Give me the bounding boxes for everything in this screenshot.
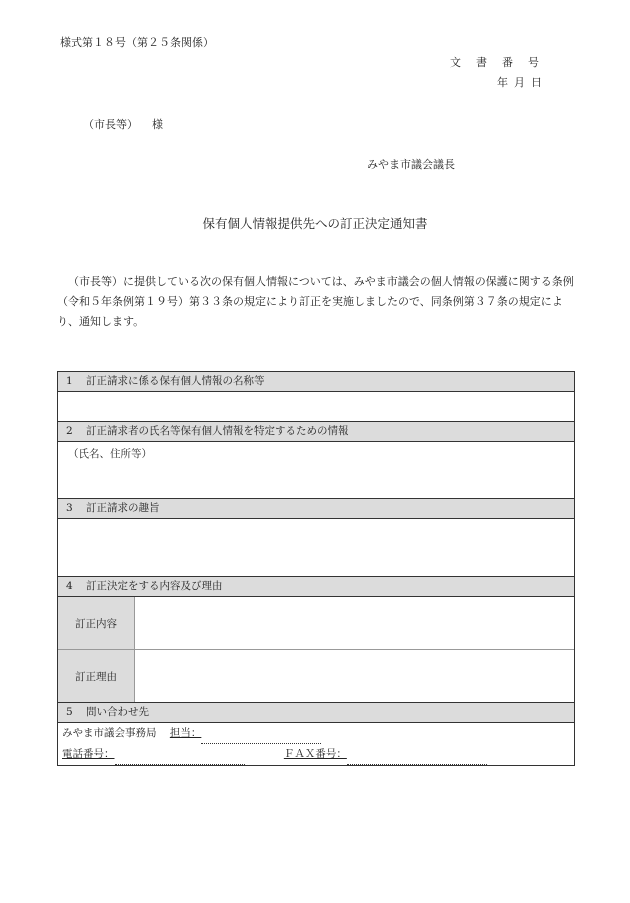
body-text: （市長等）に提供している次の保有個人情報については、みやま市議会の個人情報の保護に関する条例（令和５年条例第１９号）第３３条の規定により訂正を実施しましたので、同条例第３７条の規定により、通知します。 — [57, 275, 574, 328]
section-1-field[interactable] — [58, 392, 574, 422]
honorific: 様 — [152, 118, 163, 131]
section-4-body — [58, 597, 574, 703]
notice-form-table — [57, 371, 575, 766]
addressee-line — [83, 116, 163, 132]
correction-content-label: 訂正内容 — [58, 597, 135, 649]
section-5-body — [58, 723, 574, 765]
contact-office: みやま市議会事務局 — [62, 727, 157, 739]
form-number: 様式第１８号（第２５条関係） — [60, 36, 214, 49]
section-1-header: 1 訂正請求に係る保有個人情報の名称等 — [58, 372, 574, 392]
document-title: 保有個人情報提供先への訂正決定通知書 — [202, 216, 428, 231]
contact-person-field[interactable] — [201, 729, 321, 744]
date-label: 年月日 — [497, 76, 548, 89]
fax-label: ＦＡＸ番号： — [283, 748, 347, 760]
correction-reason-label: 訂正理由 — [58, 650, 135, 702]
correction-content-row — [58, 597, 574, 650]
section-2-field[interactable] — [58, 442, 574, 499]
correction-reason-row — [58, 650, 574, 702]
fax-field[interactable] — [347, 750, 487, 765]
phone-field[interactable] — [115, 750, 245, 765]
correction-reason-field[interactable] — [135, 650, 574, 702]
document-number-label: 文書番号 — [450, 56, 554, 69]
correction-content-field[interactable] — [135, 597, 574, 649]
section-2-hint: （氏名、住所等） — [68, 448, 152, 460]
contact-person-label: 担当： — [169, 727, 202, 739]
section-3-header: 3 訂正請求の趣旨 — [58, 499, 574, 519]
section-5-header: 5 問い合わせ先 — [58, 703, 574, 723]
section-4-header: 4 訂正決定をする内容及び理由 — [58, 577, 574, 597]
phone-label: 電話番号： — [62, 748, 115, 760]
contact-phone-line — [58, 744, 574, 765]
section-2-header: 2 訂正請求者の氏名等保有個人情報を特定するための情報 — [58, 422, 574, 442]
sender: みやま市議会議長 — [367, 158, 455, 171]
addressee: （市長等） — [83, 118, 138, 131]
section-3-field[interactable] — [58, 519, 574, 577]
contact-office-line — [58, 723, 574, 744]
